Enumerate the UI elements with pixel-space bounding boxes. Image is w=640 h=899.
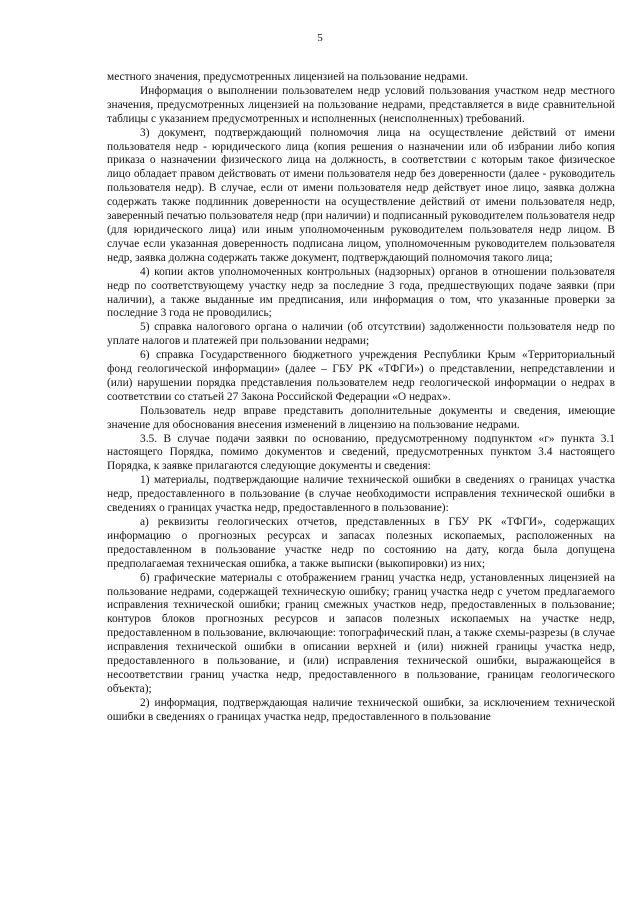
paragraph-item-6: 6) справка Государственного бюджетного учреждения Республики Крым «Территориальный фонд геологической информации» (далее – ГБУ РК «ТФГИ») о представлении, непредставлении и (или) нарушении порядка представления пользователем недр геологической информации о недрах в соответствии со статьей 27 Закона Российской Федерации «О недрах».: [107, 349, 615, 403]
paragraph-section-3-5: 3.5. В случае подачи заявки по основанию, предусмотренному подпунктом «г» пункта 3.1 настоящего Порядка, помимо документов и сведений, предусмотренных пунктом 3.4 настоящего Порядка, к заявке прилагаются следующие документы и сведения:: [107, 432, 615, 473]
paragraph-subitem-1: 1) материалы, подтверждающие наличие технической ошибки в сведениях о границах участка недр, предоставленного в пользование (в случае необходимости исправления технической ошибки в сведениях о границах участка недр, предоставленного в пользование):: [107, 474, 615, 515]
paragraph-item-5: 5) справка налогового органа о наличии (об отсутствии) задолженности пользователя недр по уплате налогов и платежей при пользовании недрами;: [107, 321, 615, 348]
paragraph-item-4: 4) копии актов уполномоченных контрольных (надзорных) органов в отношении пользователя недр по соответствующему участку недр за последние 3 года, предшествующих подаче заявки (при наличии), а также выданные им предписания, или информация о том, что указанные проверки за последние 3 года не проводились;: [107, 265, 615, 320]
paragraph-additional-docs: Пользователь недр вправе представить дополнительные документы и сведения, имеющие значение для обоснования внесения изменений в лицензию на пользование недрами.: [107, 404, 615, 431]
paragraph-compliance-info: Информация о выполнении пользователем недр условий пользования участком недр местного значения, предусмотренных лицензией на пользование недрами, представляется в виде сравнительной таблицы с указанием предусмотренных и исполненных (неисполненных) требований.: [107, 84, 615, 125]
document-body: [107, 71, 615, 725]
paragraph-subitem-b: б) графические материалы с отображением границ участка недр, установленных лицензией на пользование недрами, содержащей техническую ошибку; границ участка недр с учетом предлагаемого исправления технической ошибки; границ смежных участков недр, предоставленных в пользование; контуров блоков прогнозных ресурсов и запасов полезных ископаемых на участке недр, предоставленном в пользование, включающие: топографический план, а также схемы-разрезы (в случае исправления технической ошибки в описании верхней и (или) нижней границы участка недр, предоставленного в пользование, и (или) исправления технической ошибки, выражающейся в несоответствии границ участка недр, предоставленного в пользование, границам геологического объекта);: [107, 571, 615, 695]
page-number: 5: [317, 32, 323, 44]
paragraph-subitem-2: 2) информация, подтверждающая наличие технической ошибки, за исключением технической ошибки в сведениях о границах участка недр, предоставленного в пользование: [107, 696, 615, 723]
paragraph-continuation: местного значения, предусмотренных лицензией на пользование недрами.: [107, 71, 469, 83]
paragraph-subitem-a: а) реквизиты геологических отчетов, представленных в ГБУ РК «ТФГИ», содержащих информацию о прогнозных ресурсах и запасах полезных ископаемых, расположенных на предоставленном в пользование участке недр по состоянию на дату, когда была допущена предполагаемая техническая ошибка, а также выписки (выкопировки) из них;: [107, 516, 615, 570]
paragraph-item-3: 3) документ, подтверждающий полномочия лица на осуществление действий от имени пользователя недр - юридического лица (копия решения о назначении или об избрании либо копия приказа о назначении физического лица на должность, в соответствии с которым такое физическое лицо обладает правом действовать от имени пользователя недр без доверенности (далее - руководитель пользователя недр). В случае, если от имени пользователя недр действует иное лицо, заявка должна содержать также подлинник доверенности на осуществление действий от имени пользователя недр, заверенный печатью пользователя недр (при наличии) и подписанный руководителем пользователя недр (для юридического лица) или иным уполномоченным руководителем пользователя недр лицом. В случае если указанная доверенность подписана лицом, уполномоченным руководителем пользователя недр, заявка должна содержать также документ, подтверждающий полномочия такого лица;: [107, 126, 615, 264]
